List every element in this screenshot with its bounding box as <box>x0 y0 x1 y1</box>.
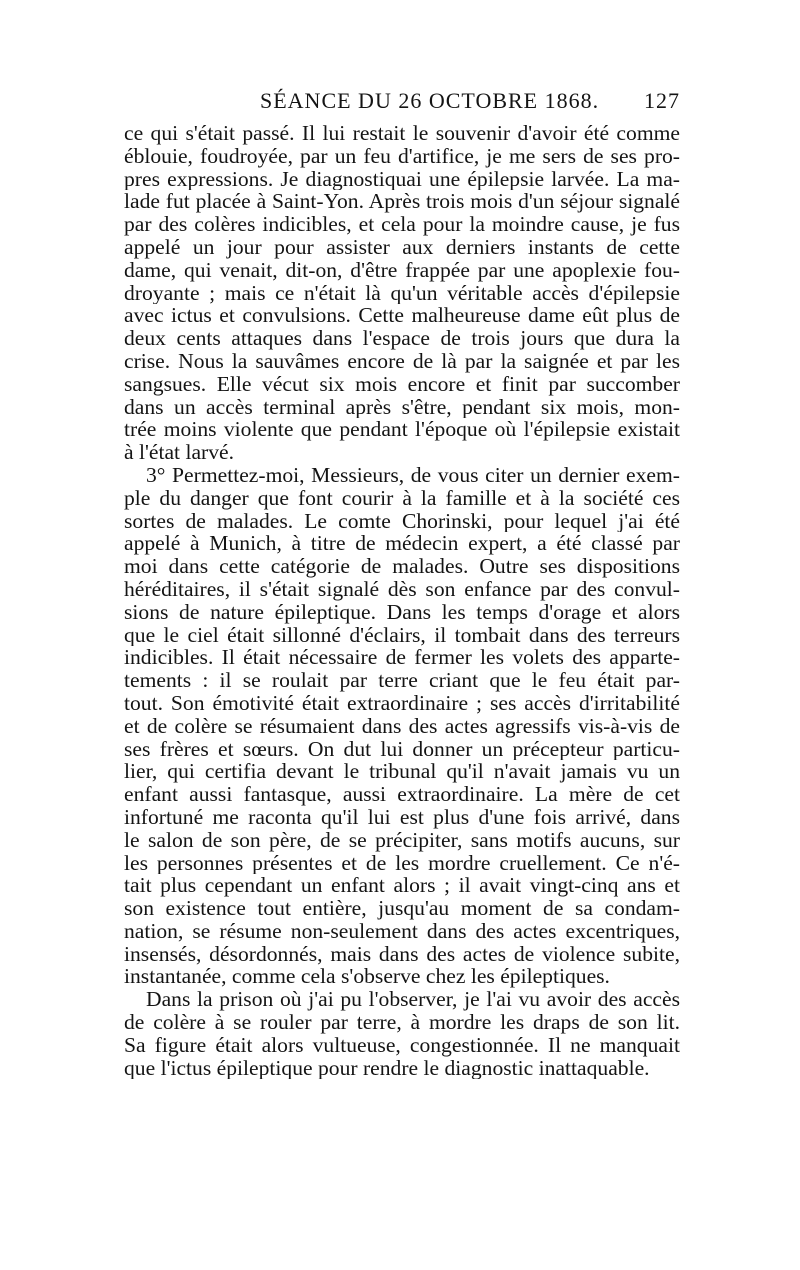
text-line: les personnes présentes et de les mordre cruellement. Ce n'é- <box>124 851 680 875</box>
text-line: et de colère se résumaient dans des actes agressifs vis-à-vis de <box>124 714 680 738</box>
text-line: deux cents attaques dans l'espace de trois jours que dura la <box>124 327 680 350</box>
text-line: nation, se résume non-seulement dans des actes excentriques, <box>124 919 680 943</box>
text-line: de colère à se rouler par terre, à mordre les draps de son lit. <box>124 1011 680 1034</box>
text-line: le salon de son père, de se précipiter, sans motifs aucuns, sur <box>124 828 680 852</box>
text-line: par des colères indicibles, et cela pour la moindre cause, je fus <box>124 213 680 236</box>
text-line: que l'ictus épileptique pour rendre le diagnostic inattaquable. <box>124 1056 650 1080</box>
text-line: dans un accès terminal après s'être, pendant six mois, mon- <box>124 395 680 419</box>
text-line: instantanée, comme cela s'observe chez les épileptiques. <box>124 965 610 989</box>
text-line: appelé un jour pour assister aux derniers instants de cette <box>124 235 680 259</box>
text-line: sangsues. Elle vécut six mois encore et finit par succomber <box>124 372 680 396</box>
text-line: tements : il se roulait par terre criant que le feu était par- <box>124 669 680 692</box>
text-line: ce qui s'était passé. Il lui restait le souvenir d'avoir été comme <box>124 122 680 145</box>
text-line: tout. Son émotivité était extraordinaire ; ses accès d'irritabilité <box>124 691 680 715</box>
text-line: tait plus cependant un enfant alors ; il avait vingt-cinq ans et <box>124 874 680 898</box>
text-line: dame, qui venait, dit-on, d'être frappée par une apoplexie fou- <box>124 258 680 282</box>
text-line: à l'état larvé. <box>124 441 234 464</box>
text-line: lier, qui certifia devant le tribunal qu'il n'avait jamais vu un <box>124 760 680 784</box>
text-line: héréditaires, il s'était signalé dès son enfance par des convul- <box>124 577 680 601</box>
text-line: crise. Nous la sauvâmes encore de là par la saignée et par les <box>124 349 680 373</box>
text-line: Dans la prison où j'ai pu l'observer, je l'ai vu avoir des accès <box>146 988 680 1012</box>
text-line: infortuné me raconta qu'il lui est plus d'une fois arrivé, dans <box>124 805 680 829</box>
text-line: ple du danger que font courir à la famille et à la société ces <box>124 486 680 510</box>
text-line: moi dans cette catégorie de malades. Outre ses dispositions <box>124 555 680 578</box>
text-line: éblouie, foudroyée, par un feu d'artifice, je me sers de ses pro- <box>124 144 680 168</box>
text-line: 3° Permettez-moi, Messieurs, de vous citer un dernier exem- <box>146 463 680 487</box>
text-line: lade fut placée à Saint-Yon. Après trois mois d'un séjour signalé <box>124 190 680 214</box>
text-line: avec ictus et convulsions. Cette malheureuse dame eût plus de <box>124 304 680 328</box>
text-line: que le ciel était sillonné d'éclairs, il tombait dans des terreurs <box>124 623 680 647</box>
body-text <box>124 122 680 1079</box>
running-title: SÉANCE DU 26 OCTOBRE 1868. <box>260 88 600 113</box>
text-line: son existence tout entière, jusqu'au moment de sa condam- <box>124 897 680 920</box>
text-line: Sa figure était alors vultueuse, congestionnée. Il ne manquait <box>124 1033 680 1057</box>
text-line: trée moins violente que pendant l'époque où l'épilepsie existait <box>124 418 680 442</box>
text-line: sions de nature épileptique. Dans les temps d'orage et alors <box>124 600 680 624</box>
running-header <box>120 88 680 120</box>
page-number: 127 <box>644 88 680 113</box>
text-line: droyante ; mais ce n'était là qu'un véritable accès d'épilepsie <box>124 281 680 305</box>
text-line: appelé à Munich, à titre de médecin expert, a été classé par <box>124 532 680 556</box>
text-line: enfant aussi fantasque, aussi extraordinaire. La mère de cet <box>124 783 680 806</box>
text-line: ses frères et sœurs. On dut lui donner un précepteur particu- <box>124 737 680 761</box>
text-line: pres expressions. Je diagnostiquai une épilepsie larvée. La ma- <box>124 167 680 191</box>
text-line: insensés, désordonnés, mais dans des actes de violence subite, <box>124 942 680 966</box>
text-line: sortes de malades. Le comte Chorinski, pour lequel j'ai été <box>124 509 680 533</box>
text-line: indicibles. Il était nécessaire de fermer les volets des apparte- <box>124 646 680 670</box>
